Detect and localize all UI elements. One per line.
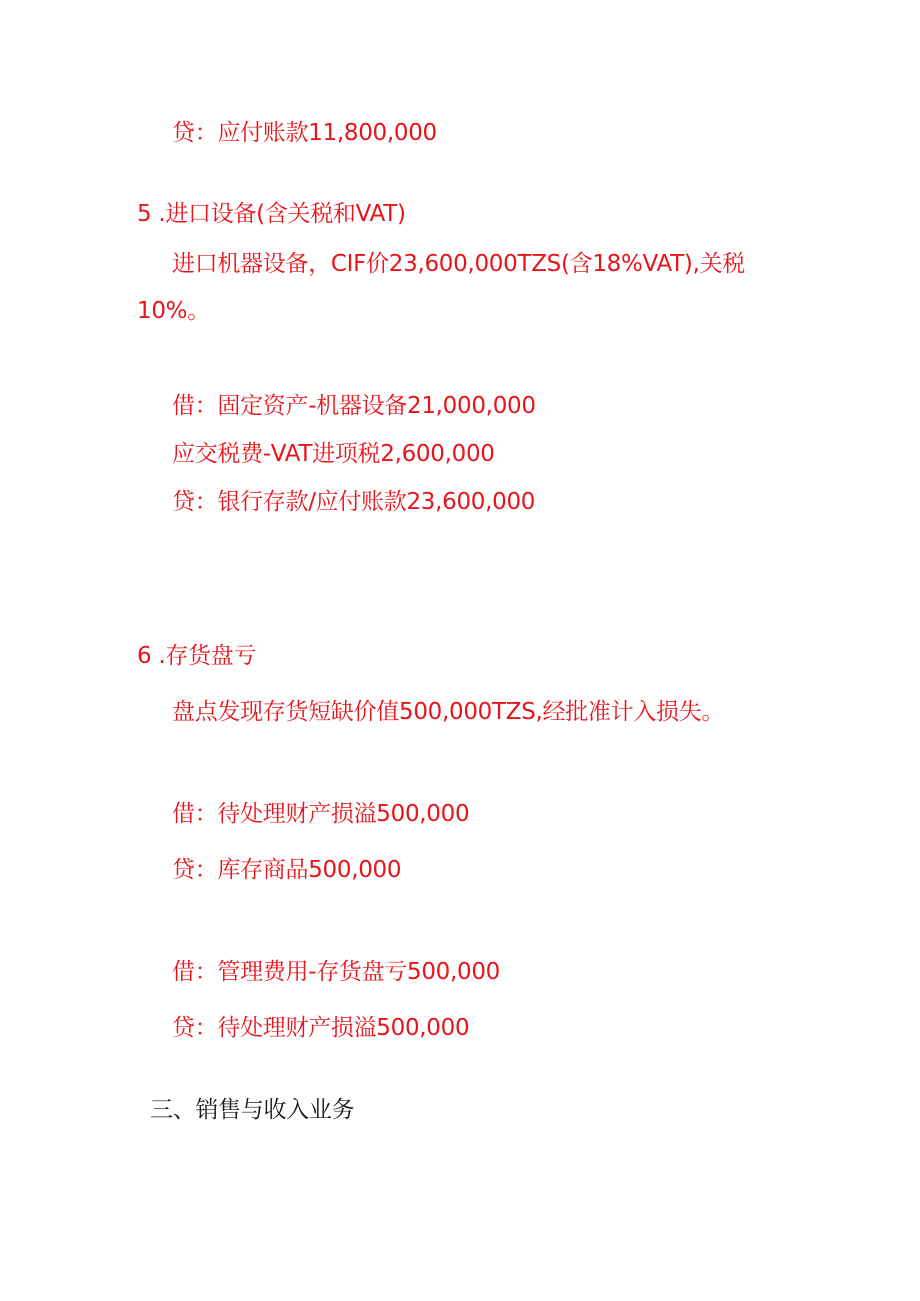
journal-debit-fixed-assets: 借：固定资产-机器设备21,000,000 <box>172 393 536 419</box>
journal-debit-admin-expense: 借：管理费用-存货盘亏500,000 <box>172 959 501 985</box>
journal-credit-accounts-payable: 贷：应付账款11,800,000 <box>172 120 437 146</box>
journal-credit-pending-loss: 贷：待处理财产损溢500,000 <box>172 1015 470 1041</box>
journal-debit-vat-input: 应交税费-VAT进项税2,600,000 <box>172 441 495 467</box>
journal-credit-inventory: 贷：库存商品500,000 <box>172 857 402 883</box>
paragraph-import-equipment-continued: 10%。 <box>137 298 210 324</box>
section-heading-6: 6 .存货盘亏 <box>137 643 257 669</box>
paragraph-inventory-shortage: 盘点发现存货短缺价值500,000TZS,经批准计入损失。 <box>172 699 725 725</box>
journal-credit-bank-payable: 贷：银行存款/应付账款23,600,000 <box>172 489 536 515</box>
chapter-heading-sales-revenue: 三、销售与收入业务 <box>150 1097 355 1123</box>
paragraph-import-equipment: 进口机器设备，CIF价23,600,000TZS(含18%VAT),关税 <box>172 251 746 277</box>
journal-debit-pending-loss: 借：待处理财产损溢500,000 <box>172 801 470 827</box>
section-heading-5: 5 .进口设备(含关税和VAT) <box>137 201 406 227</box>
